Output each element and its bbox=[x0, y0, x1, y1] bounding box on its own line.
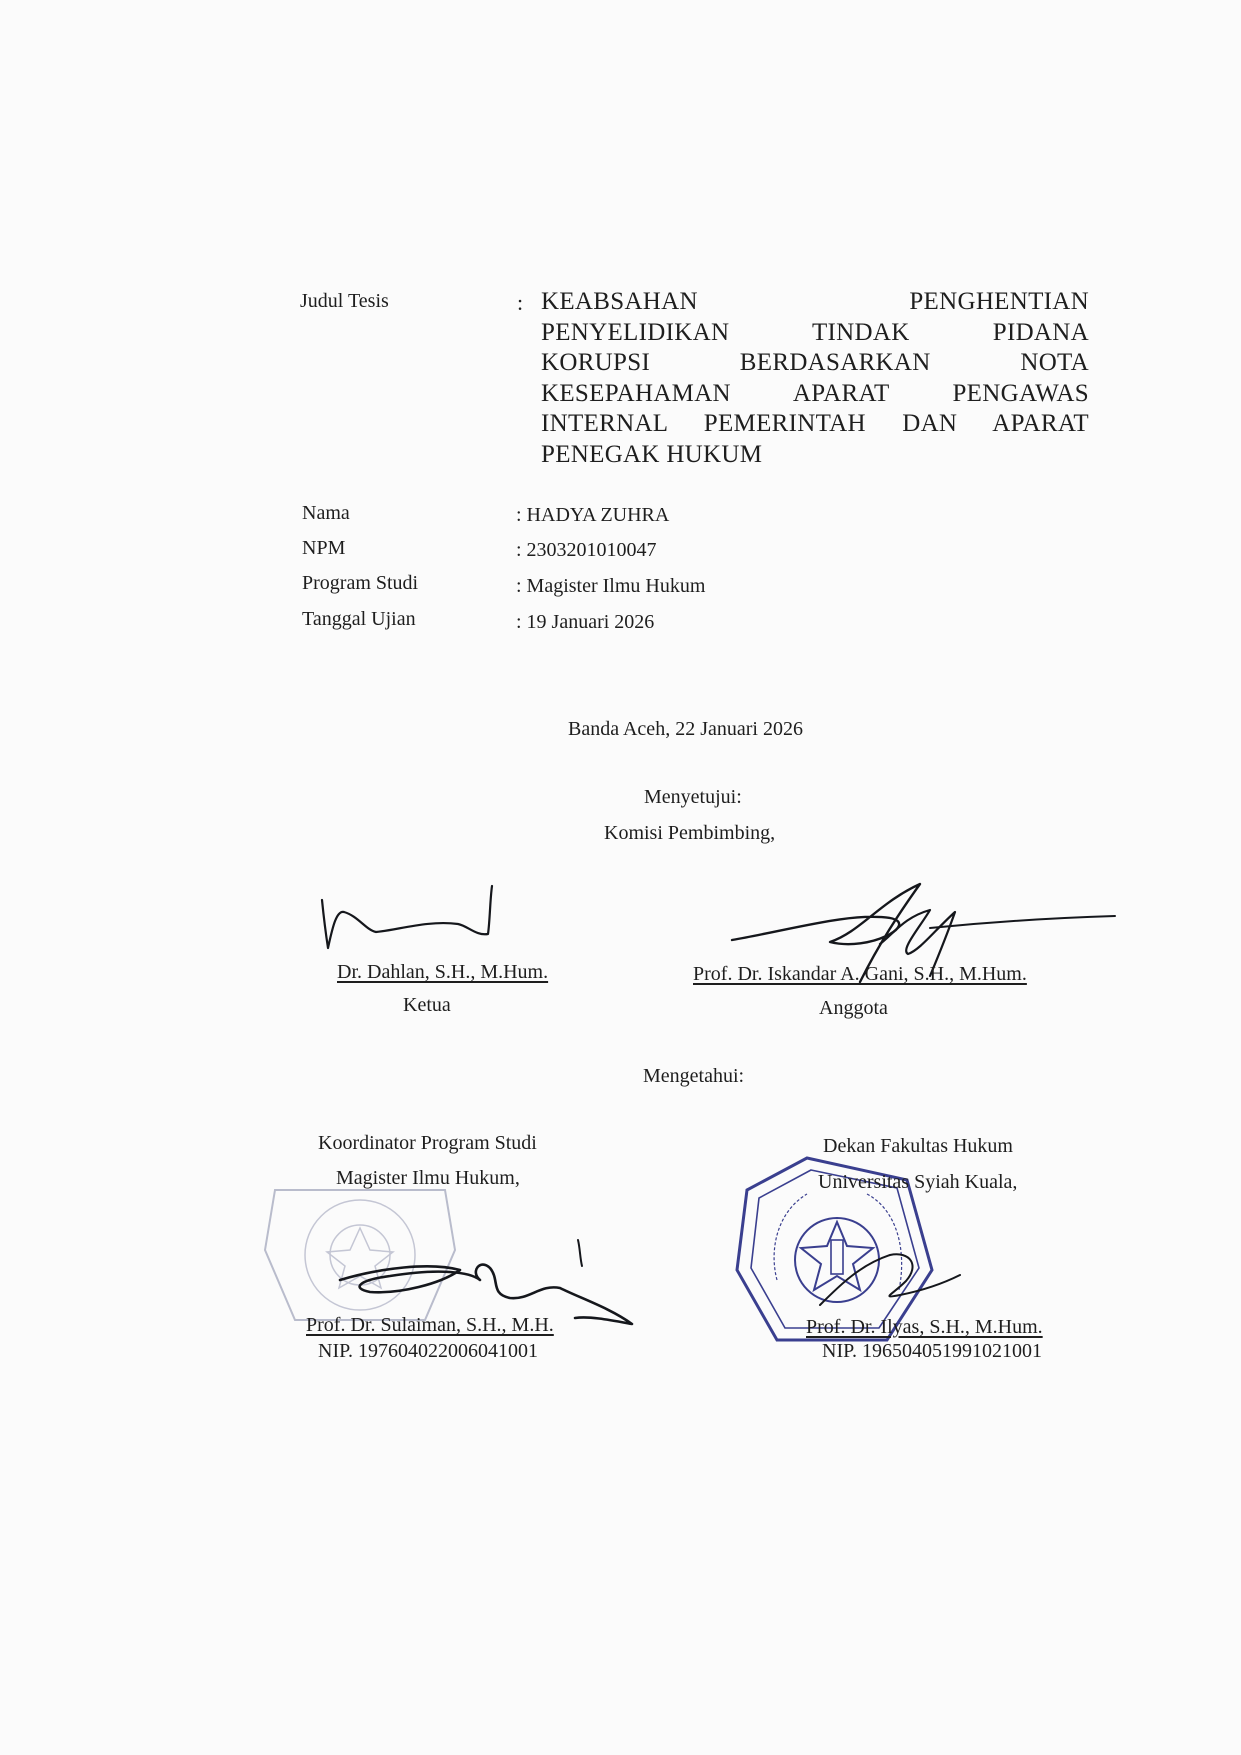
acknowledged-heading: Mengetahui: bbox=[643, 1065, 745, 1087]
member-name: Prof. Dr. Iskandar A. Gani, S.H., M.Hum. bbox=[693, 963, 1027, 985]
chair-signature bbox=[318, 880, 498, 960]
dean-nip: NIP. 196504051991021001 bbox=[822, 1340, 1043, 1362]
coordinator-title-line2: Magister Ilmu Hukum, bbox=[336, 1167, 520, 1189]
thesis-title-label: Judul Tesis bbox=[300, 290, 389, 312]
coordinator-title-line1: Koordinator Program Studi bbox=[318, 1132, 537, 1154]
field-value-npm: : 2303201010047 bbox=[516, 539, 657, 561]
thesis-title bbox=[541, 287, 1089, 470]
chair-role: Ketua bbox=[403, 994, 451, 1016]
dean-title-line1: Dekan Fakultas Hukum bbox=[823, 1135, 1013, 1157]
member-role: Anggota bbox=[819, 997, 888, 1019]
field-label-name: Nama bbox=[302, 502, 350, 524]
field-label-npm: NPM bbox=[302, 537, 346, 559]
thesis-title-colon: : bbox=[517, 290, 524, 315]
thesis-title-line: KEABSAHAN PENGHENTIAN bbox=[541, 288, 1089, 315]
field-label-program: Program Studi bbox=[302, 572, 419, 594]
coordinator-nip: NIP. 197604022006041001 bbox=[318, 1340, 539, 1362]
thesis-title-line: KORUPSI BERDASARKAN NOTA bbox=[541, 349, 1089, 376]
thesis-title-line: KESEPAHAMAN APARAT PENGAWAS bbox=[541, 379, 1089, 407]
thesis-title-line: PENEGAK HUKUM bbox=[541, 440, 763, 468]
dean-title-line2: Universitas Syiah Kuala, bbox=[818, 1171, 1018, 1193]
place-date: Banda Aceh, 22 Januari 2026 bbox=[568, 718, 803, 740]
coordinator-name: Prof. Dr. Sulaiman, S.H., M.H. bbox=[306, 1314, 554, 1336]
approval-committee: Komisi Pembimbing, bbox=[604, 822, 776, 844]
dean-name: Prof. Dr. Ilyas, S.H., M.Hum. bbox=[806, 1316, 1043, 1338]
chair-name: Dr. Dahlan, S.H., M.Hum. bbox=[337, 961, 549, 983]
field-value-program: : Magister Ilmu Hukum bbox=[516, 575, 706, 597]
thesis-title-line: PENYELIDIKAN TINDAK PIDANA bbox=[541, 318, 1089, 346]
field-value-name: : HADYA ZUHRA bbox=[516, 504, 670, 526]
dean-signature bbox=[810, 1225, 970, 1325]
field-label-exam-date: Tanggal Ujian bbox=[302, 608, 416, 630]
approval-heading: Menyetujui: bbox=[644, 786, 742, 808]
field-value-exam-date: : 19 Januari 2026 bbox=[516, 611, 655, 633]
thesis-title-line: INTERNAL PEMERINTAH DAN APARAT bbox=[541, 410, 1089, 437]
